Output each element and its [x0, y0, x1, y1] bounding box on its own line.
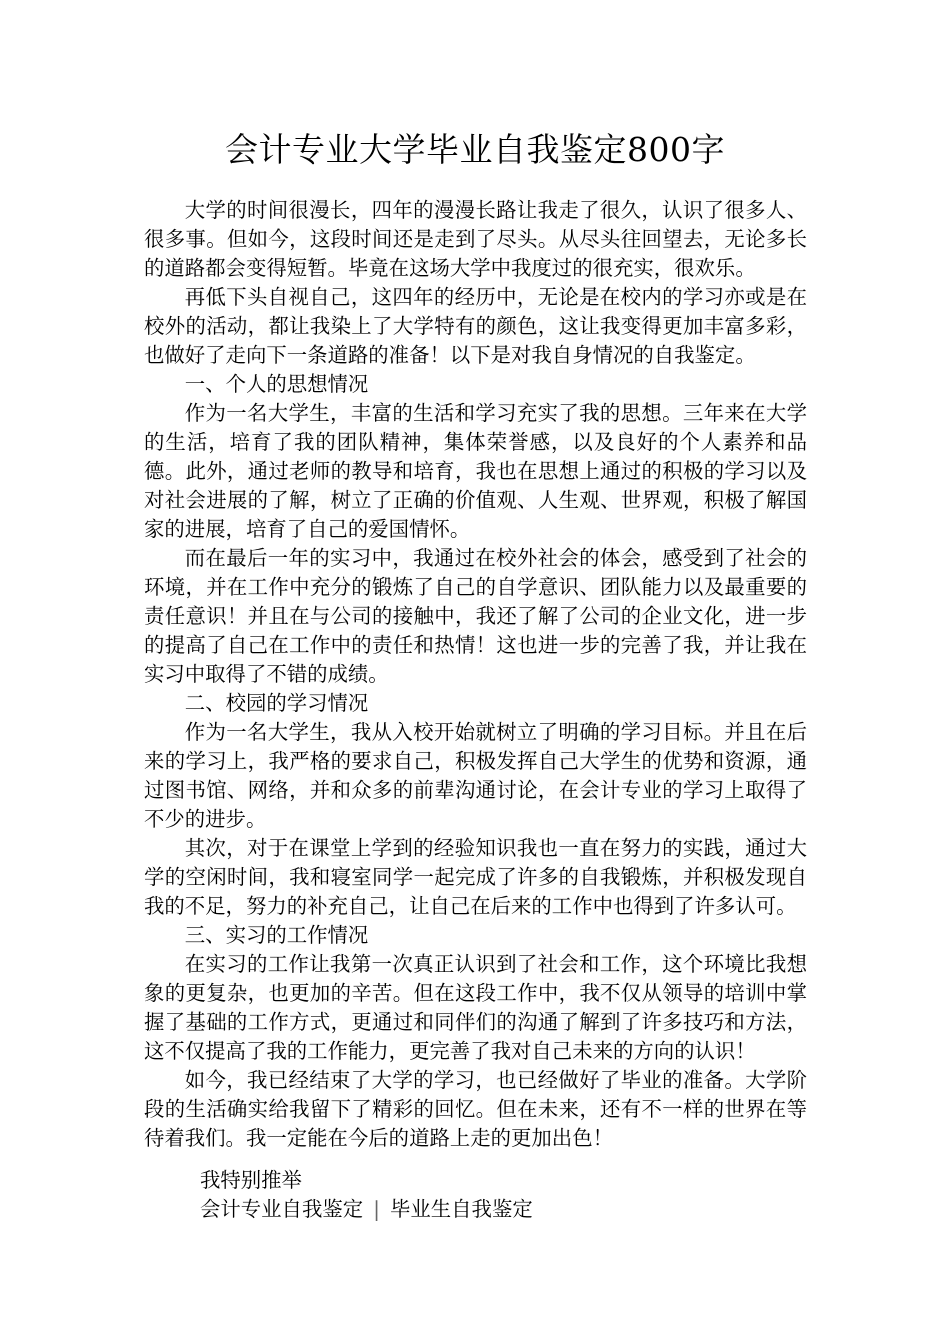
- recommend-link-graduate[interactable]: 毕业生自我鉴定: [390, 1197, 533, 1221]
- recommend-heading: 我特别推举: [200, 1168, 302, 1192]
- paragraph-thought-1: 作为一名大学生，丰富的生活和学习充实了我的思想。三年来在大学的生活，培育了我的团队精神，集体荣誉感，以及良好的个人素养和品德。此外，通过老师的教导和培育，我也在思想上通过的积极的学习以及对社会进展的了解，树立了正确的价值观、人生观、世界观，积极了解国家的进展，培育了自己的爱国情怀。: [144, 401, 807, 541]
- page-title: 会计专业大学毕业自我鉴定800字: [225, 130, 725, 169]
- section-heading-thought: 一、个人的思想情况: [184, 372, 369, 396]
- paragraph-conclusion: 如今，我已经结束了大学的学习，也已经做好了毕业的准备。大学阶段的生活确实给我留下了精彩的回忆。但在未来，还有不一样的世界在等待着我们。我一定能在今后的道路上走的更加出色！: [144, 1068, 807, 1150]
- link-separator: |: [373, 1197, 380, 1221]
- recommend-section: [200, 1166, 533, 1224]
- document-body: [144, 196, 807, 1153]
- paragraph-intro: 大学的时间很漫长，四年的漫漫长路让我走了很久，认识了很多人、很多事。但如今，这段时间还是走到了尽头。从尽头往回望去，无论多长的道路都会变得短暂。毕竟在这场大学中我度过的很充实，很欢乐。: [144, 198, 807, 280]
- section-heading-study: 二、校园的学习情况: [184, 691, 369, 715]
- section-heading-internship: 三、实习的工作情况: [184, 923, 369, 947]
- paragraph-internship: 在实习的工作让我第一次真正认识到了社会和工作，这个环境比我想象的更复杂，也更加的辛苦。但在这段工作中，我不仅从领导的培训中掌握了基础的工作方式，更通过和同伴们的沟通了解到了许多技巧和方法，这不仅提高了我的工作能力，更完善了我对自己未来的方向的认识！: [144, 952, 807, 1063]
- paragraph-overview: 再低下头自视自己，这四年的经历中，无论是在校内的学习亦或是在校外的活动，都让我染上了大学特有的颜色，这让我变得更加丰富多彩，也做好了走向下一条道路的准备！以下是对我自身情况的自我鉴定。: [144, 285, 807, 367]
- recommend-links: [200, 1195, 533, 1224]
- paragraph-study-2: 其次，对于在课堂上学到的经验知识我也一直在努力的实践，通过大学的空闲时间，我和寝室同学一起完成了许多的自我锻炼，并积极发现自我的不足，努力的补充自己，让自己在后来的工作中也得到了许多认可。: [144, 836, 807, 918]
- recommend-link-accounting[interactable]: 会计专业自我鉴定: [200, 1197, 364, 1221]
- paragraph-thought-2: 而在最后一年的实习中，我通过在校外社会的体会，感受到了社会的环境，并在工作中充分的锻炼了自己的自学意识、团队能力以及最重要的责任意识！并且在与公司的接触中，我还了解了公司的企业文化，进一步的提高了自己在工作中的责任和热情！这也进一步的完善了我，并让我在实习中取得了不错的成绩。: [144, 546, 807, 686]
- paragraph-study-1: 作为一名大学生，我从入校开始就树立了明确的学习目标。并且在后来的学习上，我严格的要求自己，积极发挥自己大学生的优势和资源，通过图书馆、网络，并和众多的前辈沟通讨论，在会计专业的学习上取得了不少的进步。: [144, 720, 807, 831]
